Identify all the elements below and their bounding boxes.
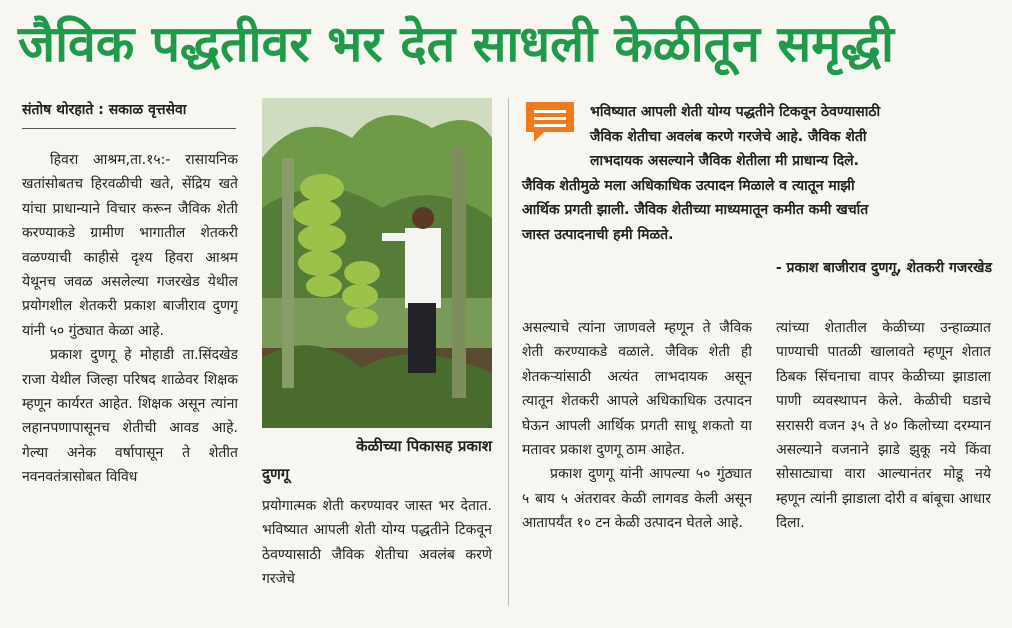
byline: संतोष थोरहाते : सकाळ वृत्तसेवा [22, 102, 187, 118]
quote-line: आर्थिक प्रगती झाली. जैविक शेतीच्या माध्यमातून कमीत कमी खर्चात [522, 202, 869, 218]
article-column-2 [262, 494, 492, 604]
banana-plantation-image [262, 98, 492, 428]
pull-quote [522, 100, 992, 247]
caption-line: दुणगू [262, 465, 290, 483]
caption-line: केळीच्या पिकासह प्रकाश [356, 437, 492, 455]
farmer-banana-photo [262, 98, 492, 428]
paragraph: प्रकाश दुणगू यांनी आपल्या ५० गुंठ्यात ५ बाय ५ अंतरावर केळी लागवड केली असून आतापर्यंत १० टन केळी उत्पादन घेतले आहे. [522, 466, 752, 532]
column-divider [508, 98, 509, 606]
paragraph: त्यांच्या शेतातील केळीच्या उन्हाळ्यात पाण्याची पातळी खालावते म्हणून शेतात ठिबक सिंचनाचा वापर केळीच्या झाडाला पाणी व्यवस्थापन केले. केळीची घडाचे सरासरी वजन ३५ ते ४० किलोच्या दरम्यान असल्याने वजनाने झाडे झुकू नये किंवा सोसाट्याचा वारा आल्यानंतर मोडू नये म्हणून त्यांनी झाडाला दोरी व बांबूचा आधार दिला. [776, 320, 991, 532]
quote-line: जास्त उत्पादनाची हमी मिळते. [522, 226, 674, 243]
paragraph: असल्याचे त्यांना जाणवले म्हणून ते जैविक शेती करण्याकडे वळाले. जैविक शेती ही शेतकऱ्यांसाठी अत्यंत लाभदायक असून त्यातून शेतकरी आपले अधिकाधिक उत्पादन घेऊन आपली आर्थिक प्रगती साधू शकतो या मतावर प्रकाश दुणगू ठाम आहेत. [522, 320, 752, 459]
paragraph: हिवरा आश्रम,ता.१५:- रासायनिक खतांसोबतच हिरवळीची खते, सेंद्रिय खते यांचा प्राधान्याने विचार करून जैविक शेती करण्याकडे ग्रामीण भागातील शेतकरी वळण्याची काहीसे दृश्य हिवरा आश्रम येथूनच जवळ असलेल्या गजरखेड येथील प्रयोगशील शेतकरी प्रकाश बाजीराव दुणगू यांनी ५० गुंठ्यात केळा आहे. [22, 152, 238, 339]
article-column-3 [522, 316, 752, 606]
headline: जैविक पद्धतीवर भर देत साधली केळीतून समृद्धी [18, 15, 894, 73]
quote-line: जैविक शेतीमुळे मला अधिकाधिक उत्पादन मिळाले व त्यातून माझी [522, 177, 855, 194]
quote-line: भविष्यात आपली शेती योग्य पद्धतीने टिकवून ठेवण्यासाठी [590, 104, 881, 120]
paragraph: प्रयोगात्मक शेती करण्यावर जास्त भर देतात. भविष्यात आपली शेती योग्य पद्धतीने टिकवून ठेवण्यासाठी जैविक शेतीचा अवलंब करणे गरजेचे [262, 498, 492, 588]
paragraph: प्रकाश दुणगू हे मोहाडी ता.सिंदखेड राजा येथील जिल्हा परिषद शाळेवर शिक्षक म्हणून कार्यरत आहेत. शिक्षक असून त्यांना लहानपणापासूनच शेतीची आवड आहे. गेल्या अनेक वर्षापासून ते शेतीत नवनवतंत्रासोबत विविध [22, 347, 238, 486]
quote-line: लाभदायक असल्याने जैविक शेतीला मी प्राधान्य दिले. [590, 153, 859, 169]
article-column-1 [22, 148, 238, 603]
byline-divider [22, 128, 236, 129]
quote-attribution: - प्रकाश बाजीराव दुणगू, शेतकरी गजरखेड [775, 260, 992, 276]
article-column-4 [776, 316, 991, 606]
photo-caption [262, 432, 492, 488]
quote-line: जैविक शेतीचा अवलंब करणे गरजेचे आहे. जैविक शेती [590, 128, 867, 145]
